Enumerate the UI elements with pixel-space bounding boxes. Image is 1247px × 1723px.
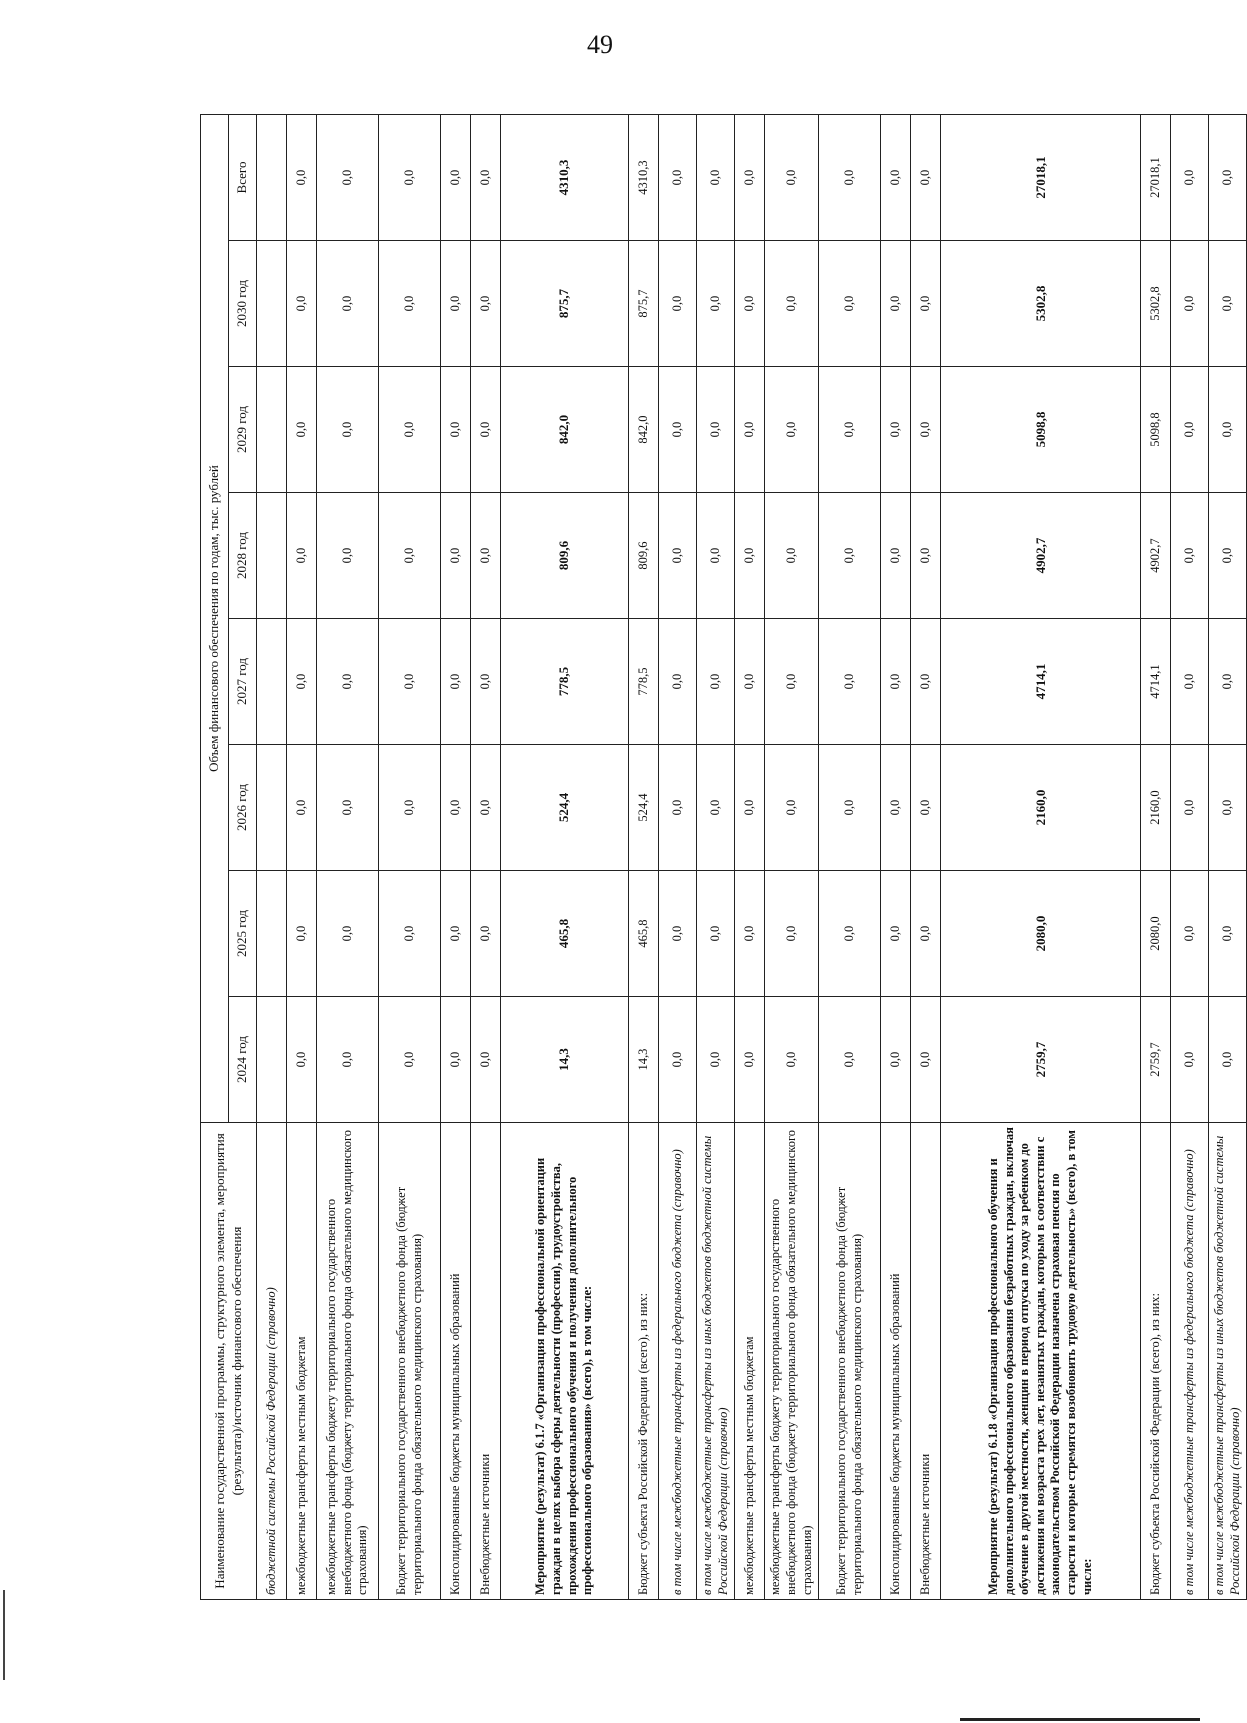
value-cell: 0,0 bbox=[735, 871, 765, 997]
value-cell: 0,0 bbox=[765, 745, 819, 871]
value-cell bbox=[257, 871, 287, 997]
value-cell: 0,0 bbox=[287, 367, 317, 493]
table-row bbox=[441, 114, 471, 1599]
value-cell: 0,0 bbox=[1209, 619, 1247, 745]
value-cell: 0,0 bbox=[819, 493, 881, 619]
value-cell: 0,0 bbox=[881, 997, 911, 1123]
value-cell bbox=[257, 745, 287, 871]
value-cell: 0,0 bbox=[819, 367, 881, 493]
value-cell: 0,0 bbox=[379, 367, 441, 493]
value-cell: 0,0 bbox=[765, 619, 819, 745]
table-row bbox=[1171, 114, 1209, 1599]
value-cell: 0,0 bbox=[819, 745, 881, 871]
row-label: в том числе межбюджетные трансферты из иных бюджетов бюджетной системы Российской Федерации (справочно) bbox=[1209, 1123, 1247, 1600]
value-cell: 0,0 bbox=[1209, 367, 1247, 493]
value-cell: 0,0 bbox=[317, 997, 379, 1123]
value-cell: 0,0 bbox=[697, 619, 735, 745]
total-cell: 0,0 bbox=[1171, 114, 1209, 240]
row-label: межбюджетные трансферты местным бюджетам bbox=[735, 1123, 765, 1600]
value-cell: 0,0 bbox=[287, 241, 317, 367]
value-cell: 0,0 bbox=[659, 619, 697, 745]
value-cell: 0,0 bbox=[735, 493, 765, 619]
value-cell: 2160,0 bbox=[941, 745, 1141, 871]
total-cell: 0,0 bbox=[697, 114, 735, 240]
row-label: в том числе межбюджетные трансферты из федерального бюджета (справочно) bbox=[1171, 1123, 1209, 1600]
total-cell: 0,0 bbox=[911, 114, 941, 240]
value-cell: 14,3 bbox=[629, 997, 659, 1123]
value-cell: 0,0 bbox=[379, 619, 441, 745]
value-cell: 0,0 bbox=[471, 367, 501, 493]
value-cell: 0,0 bbox=[659, 367, 697, 493]
value-cell: 0,0 bbox=[287, 493, 317, 619]
value-cell: 4902,7 bbox=[941, 493, 1141, 619]
table-row bbox=[735, 114, 765, 1599]
value-cell: 0,0 bbox=[1171, 241, 1209, 367]
value-cell: 0,0 bbox=[1171, 871, 1209, 997]
value-cell: 0,0 bbox=[287, 619, 317, 745]
value-cell: 0,0 bbox=[881, 619, 911, 745]
value-cell: 5302,8 bbox=[1141, 241, 1171, 367]
scan-edge-mark bbox=[3, 1590, 5, 1680]
value-cell bbox=[257, 493, 287, 619]
table-row bbox=[765, 114, 819, 1599]
value-cell: 0,0 bbox=[765, 241, 819, 367]
total-cell: 0,0 bbox=[765, 114, 819, 240]
value-cell: 0,0 bbox=[471, 871, 501, 997]
value-cell: 0,0 bbox=[441, 241, 471, 367]
table-row bbox=[379, 114, 441, 1599]
financing-group-header: Объем финансового обеспечения по годам, тыс. рублей bbox=[201, 114, 229, 1122]
value-cell: 0,0 bbox=[735, 619, 765, 745]
total-cell: 4310,3 bbox=[501, 114, 629, 240]
value-cell: 0,0 bbox=[881, 493, 911, 619]
row-label: Бюджет территориального государственного внебюджетного фонда (бюджет территориального фонда обязательного медицинского страхования) bbox=[819, 1123, 881, 1600]
value-cell: 0,0 bbox=[379, 241, 441, 367]
value-cell: 0,0 bbox=[659, 871, 697, 997]
value-cell: 0,0 bbox=[819, 241, 881, 367]
year-header: 2025 год bbox=[229, 871, 257, 997]
value-cell: 0,0 bbox=[1209, 493, 1247, 619]
total-cell: 0,0 bbox=[819, 114, 881, 240]
rotated-table-wrapper bbox=[200, 115, 1242, 1600]
table-row bbox=[1209, 114, 1247, 1599]
total-cell: 0,0 bbox=[471, 114, 501, 240]
value-cell: 0,0 bbox=[379, 997, 441, 1123]
value-cell: 0,0 bbox=[697, 493, 735, 619]
value-cell: 0,0 bbox=[881, 871, 911, 997]
value-cell: 0,0 bbox=[697, 241, 735, 367]
total-cell: 0,0 bbox=[735, 114, 765, 240]
value-cell: 0,0 bbox=[379, 493, 441, 619]
value-cell: 0,0 bbox=[911, 241, 941, 367]
total-cell: 27018,1 bbox=[1141, 114, 1171, 240]
total-cell: 0,0 bbox=[659, 114, 697, 240]
value-cell: 0,0 bbox=[441, 619, 471, 745]
value-cell: 0,0 bbox=[659, 997, 697, 1123]
value-cell: 0,0 bbox=[471, 493, 501, 619]
value-cell: 0,0 bbox=[441, 367, 471, 493]
total-cell bbox=[257, 114, 287, 240]
row-label: Мероприятие (результат) 6.1.7 «Организация профессиональной ориентации граждан в целях выбора сферы деятельности (профессии), трудоустройства, прохождения профессионального обучения и получения дополнительного профессионального образования» (всего), в том числе: bbox=[501, 1123, 629, 1600]
value-cell: 0,0 bbox=[735, 241, 765, 367]
table-row bbox=[911, 114, 941, 1599]
row-label: Консолидированные бюджеты муниципальных образований bbox=[881, 1123, 911, 1600]
total-cell: 27018,1 bbox=[941, 114, 1141, 240]
table-row bbox=[941, 114, 1141, 1599]
year-header: 2029 год bbox=[229, 367, 257, 493]
value-cell: 5098,8 bbox=[1141, 367, 1171, 493]
value-cell: 0,0 bbox=[697, 745, 735, 871]
table-row bbox=[881, 114, 911, 1599]
total-header: Всего bbox=[229, 114, 257, 240]
row-label: Консолидированные бюджеты муниципальных образований bbox=[441, 1123, 471, 1600]
value-cell: 0,0 bbox=[1171, 745, 1209, 871]
table-body bbox=[257, 114, 1247, 1599]
value-cell: 778,5 bbox=[629, 619, 659, 745]
scan-bottom-line bbox=[960, 1718, 1200, 1721]
year-header: 2027 год bbox=[229, 619, 257, 745]
table-row bbox=[629, 114, 659, 1599]
value-cell: 2160,0 bbox=[1141, 745, 1171, 871]
table-row bbox=[317, 114, 379, 1599]
value-cell: 524,4 bbox=[629, 745, 659, 871]
value-cell: 0,0 bbox=[765, 493, 819, 619]
row-label: в том числе межбюджетные трансферты из иных бюджетов бюджетной системы Российской Федерации (справочно) bbox=[697, 1123, 735, 1600]
row-label: межбюджетные трансферты бюджету территориального государственного внебюджетного фонда (бюджету территориального фонда обязательного медицинского страхования) bbox=[765, 1123, 819, 1600]
value-cell: 465,8 bbox=[501, 871, 629, 997]
value-cell: 0,0 bbox=[735, 997, 765, 1123]
value-cell: 0,0 bbox=[765, 871, 819, 997]
value-cell: 0,0 bbox=[881, 367, 911, 493]
value-cell: 0,0 bbox=[317, 619, 379, 745]
value-cell: 524,4 bbox=[501, 745, 629, 871]
value-cell: 14,3 bbox=[501, 997, 629, 1123]
value-cell: 0,0 bbox=[911, 493, 941, 619]
value-cell: 0,0 bbox=[819, 997, 881, 1123]
value-cell: 0,0 bbox=[287, 745, 317, 871]
value-cell: 842,0 bbox=[501, 367, 629, 493]
value-cell: 0,0 bbox=[765, 367, 819, 493]
value-cell: 0,0 bbox=[317, 745, 379, 871]
value-cell: 0,0 bbox=[471, 745, 501, 871]
value-cell: 465,8 bbox=[629, 871, 659, 997]
value-cell bbox=[257, 241, 287, 367]
value-cell bbox=[257, 997, 287, 1123]
year-header: 2028 год bbox=[229, 493, 257, 619]
value-cell: 0,0 bbox=[471, 241, 501, 367]
table-row bbox=[697, 114, 735, 1599]
value-cell: 0,0 bbox=[819, 619, 881, 745]
value-cell: 0,0 bbox=[317, 241, 379, 367]
row-label: Бюджет субъекта Российской Федерации (всего), из них: bbox=[1141, 1123, 1171, 1600]
value-cell: 778,5 bbox=[501, 619, 629, 745]
row-label: Бюджет территориального государственного внебюджетного фонда (бюджет территориального фонда обязательного медицинского страхования) bbox=[379, 1123, 441, 1600]
value-cell: 0,0 bbox=[1209, 745, 1247, 871]
total-cell: 0,0 bbox=[379, 114, 441, 240]
value-cell: 0,0 bbox=[697, 997, 735, 1123]
value-cell: 875,7 bbox=[501, 241, 629, 367]
row-label: межбюджетные трансферты бюджету территориального государственного внебюджетного фонда (бюджету территориального фонда обязательного медицинского страхования) bbox=[317, 1123, 379, 1600]
value-cell: 0,0 bbox=[287, 997, 317, 1123]
value-cell: 0,0 bbox=[1171, 997, 1209, 1123]
value-cell: 2759,7 bbox=[941, 997, 1141, 1123]
value-cell: 0,0 bbox=[1171, 493, 1209, 619]
value-cell bbox=[257, 367, 287, 493]
value-cell: 0,0 bbox=[1171, 619, 1209, 745]
value-cell: 2759,7 bbox=[1141, 997, 1171, 1123]
value-cell: 0,0 bbox=[911, 997, 941, 1123]
value-cell: 0,0 bbox=[765, 997, 819, 1123]
value-cell: 0,0 bbox=[911, 745, 941, 871]
value-cell: 0,0 bbox=[697, 367, 735, 493]
value-cell: 0,0 bbox=[735, 367, 765, 493]
value-cell: 4714,1 bbox=[941, 619, 1141, 745]
row-label: Бюджет субъекта Российской Федерации (всего), из них: bbox=[629, 1123, 659, 1600]
value-cell bbox=[257, 619, 287, 745]
row-label: Мероприятие (результат) 6.1.8 «Организация профессионального обучения и дополнительного профессионального образования безработных граждан, включая обучение в другой местности, женщин в период отпуска по уходу за ребенком до достижения им возраста трех лет, незанятых граждан, которым в соответствии с законодательством Российской Федерации назначена страховая пенсия по старости и которые стремятся возобновить трудовую деятельность» (всего), в том числе: bbox=[941, 1123, 1141, 1600]
table-row bbox=[1141, 114, 1171, 1599]
row-label: в том числе межбюджетные трансферты из федерального бюджета (справочно) bbox=[659, 1123, 697, 1600]
value-cell: 875,7 bbox=[629, 241, 659, 367]
value-cell: 0,0 bbox=[287, 871, 317, 997]
total-cell: 0,0 bbox=[317, 114, 379, 240]
value-cell: 0,0 bbox=[881, 241, 911, 367]
value-cell: 0,0 bbox=[819, 871, 881, 997]
table-row bbox=[659, 114, 697, 1599]
value-cell: 0,0 bbox=[911, 871, 941, 997]
financing-table bbox=[200, 114, 1247, 1600]
total-cell: 0,0 bbox=[441, 114, 471, 240]
value-cell: 0,0 bbox=[317, 871, 379, 997]
table-row bbox=[257, 114, 287, 1599]
value-cell: 0,0 bbox=[317, 367, 379, 493]
value-cell: 0,0 bbox=[911, 619, 941, 745]
row-label: Внебюджетные источники bbox=[471, 1123, 501, 1600]
value-cell: 2080,0 bbox=[941, 871, 1141, 997]
value-cell: 0,0 bbox=[441, 493, 471, 619]
table-row bbox=[819, 114, 881, 1599]
row-label: Внебюджетные источники bbox=[911, 1123, 941, 1600]
value-cell: 0,0 bbox=[911, 367, 941, 493]
total-cell: 4310,3 bbox=[629, 114, 659, 240]
value-cell: 4902,7 bbox=[1141, 493, 1171, 619]
value-cell: 0,0 bbox=[441, 745, 471, 871]
year-header: 2030 год bbox=[229, 241, 257, 367]
value-cell: 5098,8 bbox=[941, 367, 1141, 493]
value-cell: 4714,1 bbox=[1141, 619, 1171, 745]
value-cell: 809,6 bbox=[629, 493, 659, 619]
total-cell: 0,0 bbox=[287, 114, 317, 240]
year-header: 2024 год bbox=[229, 997, 257, 1123]
value-cell: 0,0 bbox=[441, 871, 471, 997]
value-cell: 0,0 bbox=[1209, 871, 1247, 997]
table-row bbox=[287, 114, 317, 1599]
value-cell: 0,0 bbox=[735, 745, 765, 871]
value-cell: 0,0 bbox=[379, 871, 441, 997]
value-cell: 809,6 bbox=[501, 493, 629, 619]
table-row bbox=[471, 114, 501, 1599]
value-cell: 0,0 bbox=[1209, 241, 1247, 367]
value-cell: 0,0 bbox=[659, 493, 697, 619]
value-cell: 0,0 bbox=[697, 871, 735, 997]
value-cell: 0,0 bbox=[659, 745, 697, 871]
value-cell: 5302,8 bbox=[941, 241, 1141, 367]
value-cell: 2080,0 bbox=[1141, 871, 1171, 997]
value-cell: 0,0 bbox=[1209, 997, 1247, 1123]
value-cell: 0,0 bbox=[881, 745, 911, 871]
value-cell: 0,0 bbox=[1171, 367, 1209, 493]
table-row bbox=[501, 114, 629, 1599]
value-cell: 0,0 bbox=[317, 493, 379, 619]
row-label: бюджетной системы Российской Федерации (справочно) bbox=[257, 1123, 287, 1600]
value-cell: 0,0 bbox=[379, 745, 441, 871]
value-cell: 842,0 bbox=[629, 367, 659, 493]
value-cell: 0,0 bbox=[471, 997, 501, 1123]
value-cell: 0,0 bbox=[659, 241, 697, 367]
value-cell: 0,0 bbox=[471, 619, 501, 745]
value-cell: 0,0 bbox=[441, 997, 471, 1123]
name-column-header: Наименование государственной программы, структурного элемента, мероприятия (результата)/источник финансового обеспечения bbox=[201, 1123, 257, 1600]
year-header: 2026 год bbox=[229, 745, 257, 871]
page-number: 49 bbox=[587, 30, 613, 59]
total-cell: 0,0 bbox=[1209, 114, 1247, 240]
total-cell: 0,0 bbox=[881, 114, 911, 240]
row-label: межбюджетные трансферты местным бюджетам bbox=[287, 1123, 317, 1600]
